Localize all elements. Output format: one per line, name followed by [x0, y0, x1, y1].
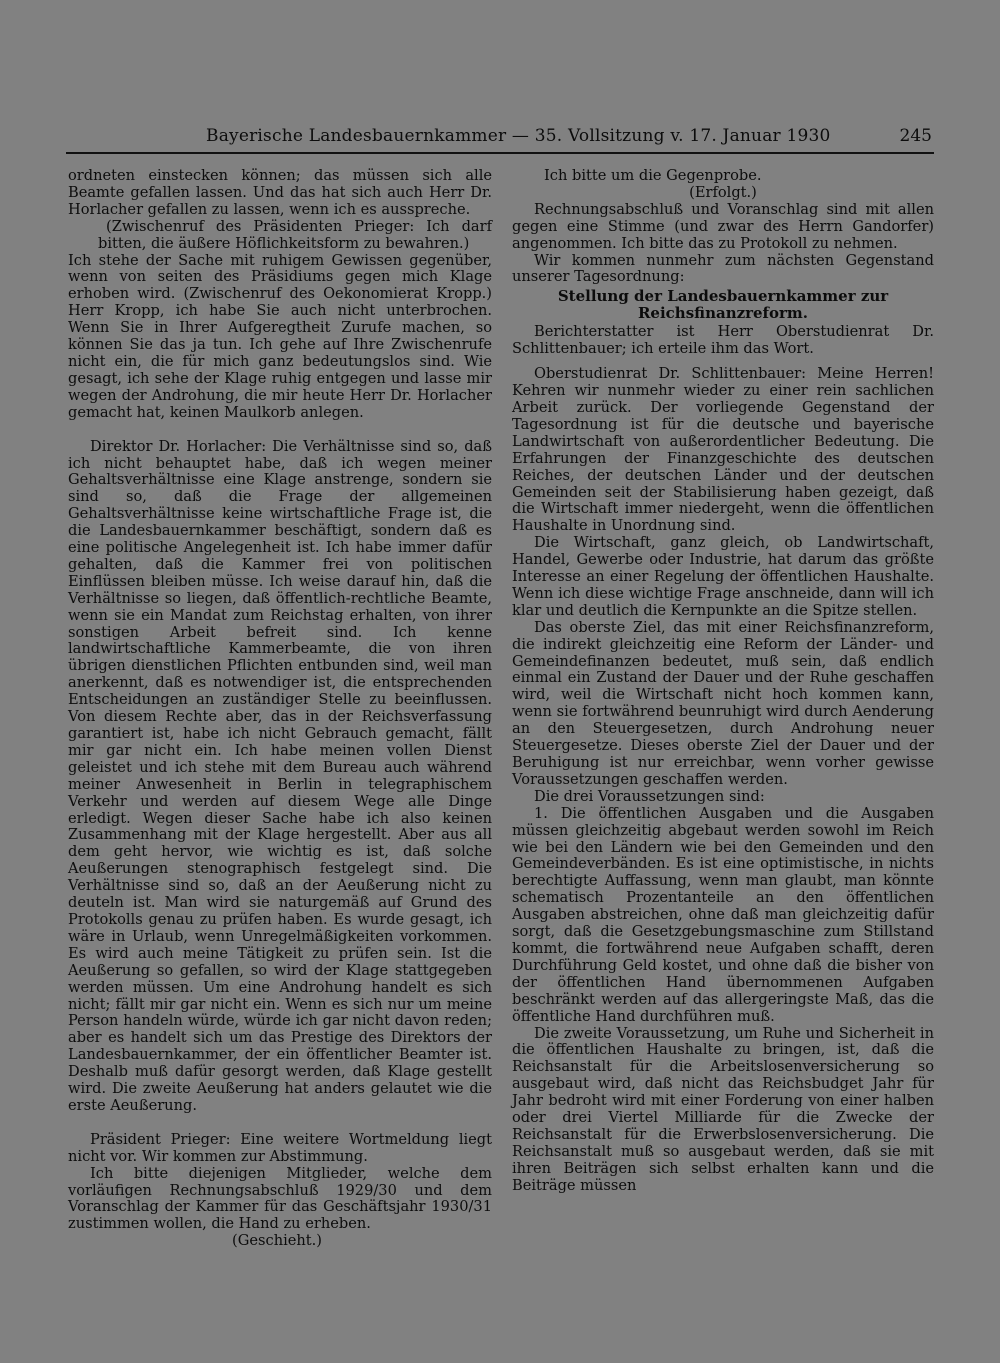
paragraph: Die zweite Voraussetzung, um Ruhe und Sicherheit in die öffentlichen Haushalte zu bringen, ist, daß die Reichsanstalt für die Arbeitslosenversicherung so ausgebaut wird, daß nicht das Reichsbudget Jahr für Jahr bedroht wird mit einer Forderung von einer halben oder drei Viertel Milliarde für die Zwecke der Reichsanstalt für die Erwerbslosenversicherung. Die Reichsanstalt muß so ausgebaut werden, daß sie mit ihren Beiträgen sich selbst erhalten kann und die Beiträge müssen	[512, 1024, 934, 1194]
paragraph: Berichterstatter ist Herr Oberstudienrat Dr. Schlittenbauer; ich erteile ihm das Wort.	[512, 323, 934, 358]
list-item: 1. Die öffentlichen Ausgaben und die Ausgaben müssen gleichzeitig abgebaut werden sowohl im Reich wie bei den Ländern wie bei den Gemeinden und den Gemeindeverbänden. Es ist eine optimistische, in nichts berechtigte Auffassung, wenn man glaubt, man könnte schematisch Prozentanteile an den öffentlichen Ausgaben abstreichen, ohne daß man gleichzeitig dafür sorgt, daß die Gesetzgebungsmaschine zum Stillstand kommt, die fortwährend neue Aufgaben schafft, deren Durchführung Geld kostet, und ohne daß die bisher von der öffentlichen Hand übernommenen Aufgaben beschränkt werden auf das allergeringste Maß, das die öffentliche Hand durchführen muß.	[512, 804, 934, 1025]
paragraph: Wir kommen nunmehr zum nächsten Gegenstand unserer Tagesordnung:	[512, 251, 934, 286]
left-column	[68, 168, 492, 1250]
interjection: (Zwischenruf des Präsidenten Prieger: Ich darf bitten, die äußere Höflichkeitsform zu bewahren.)	[98, 217, 492, 252]
right-column	[512, 168, 934, 1195]
page-header	[66, 122, 934, 154]
page-number: 245	[899, 126, 932, 146]
paragraph: Ich bitte diejenigen Mitglieder, welche dem vorläufigen Rechnungsabschluß 1929/30 und dem Voranschlag der Kammer für das Geschäftsjahr 1930/31 zustimmen wollen, die Hand zu erheben.	[68, 1164, 492, 1233]
paragraph: Rechnungsabschluß und Voranschlag sind mit allen gegen eine Stimme (und zwar des Herrn Gandorfer) angenommen. Ich bitte das zu Protokoll zu nehmen.	[512, 200, 934, 252]
section-heading: Stellung der Landesbauernkammer zur Reichsfinanzreform.	[557, 287, 889, 323]
running-title: Bayerische Landesbauernkammer — 35. Vollsitzung v. 17. Januar 1930	[206, 126, 831, 146]
speech-schlittenbauer: Oberstudienrat Dr. Schlittenbauer: Meine Herren! Kehren wir nunmehr wieder zu einer rein sachlichen Arbeit zurück. Der vorliegende Gegenstand der Tagesordnung ist für die deutsche und bayerische Landwirtschaft von außerordentlicher Bedeutung. Die Erfahrungen der Finanzgeschichte des deutschen Reiches, der deutschen Länder und der deutschen Gemeinden seit der Stabilisierung haben gezeigt, daß die Wirtschaft immer niedergeht, wenn die öffentlichen Haushalte in Unordnung sind.	[512, 365, 934, 535]
paragraph: Ich stehe der Sache mit ruhigem Gewissen gegenüber, wenn von seiten des Präsidiums gegen mich Klage erhoben wird. (Zwischenruf des Oekonomierat Kropp.) Herr Kropp, ich habe Sie auch nicht unterbrochen. Wenn Sie in Ihrer Aufgeregtheit Zurufe machen, so können Sie das ja tun. Ich gehe auf Ihre Zwischenrufe nicht ein, die für mich ganz bedeutungslos sind. Wie gesagt, ich sehe der Klage ruhig entgegen und lasse mir wegen der Androhung, die mir heute Herr Dr. Horlacher gemacht hat, keinen Maulkorb anlegen.	[68, 251, 492, 421]
paragraph: Die Wirtschaft, ganz gleich, ob Landwirtschaft, Handel, Gewerbe oder Industrie, hat darum das größte Interesse an einer Regelung der öffentlichen Haushalte. Wenn ich diese wichtige Frage anschneide, dann will ich klar und deutlich die Kernpunkte an die Spitze stellen.	[512, 534, 934, 619]
speech-horlacher: Direktor Dr. Horlacher: Die Verhältnisse sind so, daß ich nicht behauptet habe, daß ich wegen meiner Gehaltsverhältnisse eine Klage anstrenge, sondern sie sind so, daß die Frage der allgemeinen Gehaltsverhältnisse keine wirtschaftliche Frage ist, die die Landesbauernkammer beschäftigt, sondern daß es eine politische Angelegenheit ist. Ich habe immer dafür gehalten, daß die Kammer frei von politischen Einflüssen bleiben müsse. Ich weise darauf hin, daß die Verhältnisse so liegen, daß öffentlich-rechtliche Beamte, wenn sie ein Mandat zum Reichstag erhalten, von ihrer sonstigen Arbeit befreit sind. Ich kenne landwirtschaftliche Kammerbeamte, die von ihren übrigen dienstlichen Pflichten entbunden sind, weil man anerkennt, daß es notwendiger ist, die entsprechenden Entscheidungen an zuständiger Stelle zu beeinflussen. Von diesem Rechte aber, das in der Reichsverfassung garantiert ist, habe ich nicht Gebrauch gemacht, fällt mir gar nicht ein. Ich habe meinen vollen Dienst geleistet und ich stehe mit dem Bureau auch während meiner Anwesenheit in Berlin in telegraphischem Verkehr und werden auf diesem Wege alle Dinge erledigt. Wegen dieser Sache habe ich also keinen Zusammenhang mit der Klage hergestellt. Aber aus all dem geht hervor, wie wichtig es ist, daß solche Aeußerungen stenographisch festgelegt sind. Die Verhältnisse sind so, daß an der Aeußerung nicht zu deuteln ist. Man wird sie naturgemäß auf Grund des Protokolls genau zu prüfen haben. Es wurde gesagt, ich wäre in Urlaub, wenn Unregelmäßigkeiten vorkommen. Es wird auch meine Tätigkeit zu prüfen sein. Ist die Aeußerung so gefallen, so wird der Klage stattgegeben werden müssen. Um eine Androhung handelt es sich nicht; fällt mir gar nicht ein. Wenn es sich nur um meine Person handeln würde, würde ich gar nicht davon reden; aber es handelt sich um das Prestige des Direktors der Landesbauernkammer, der ein öffentlicher Beamter ist. Deshalb muß dafür gesorgt werden, daß Klage gestellt wird. Die zweite Aeußerung hat anders gelautet wie die erste Aeußerung.	[68, 437, 492, 1114]
stage-direction: (Geschieht.)	[232, 1232, 322, 1250]
paragraph: Das oberste Ziel, das mit einer Reichsfinanzreform, die indirekt gleichzeitig eine Reform der Länder- und Gemeindefinanzen bedeutet, muß sein, daß endlich einmal ein Zustand der Dauer und der Ruhe geschaffen wird, weil die Wirtschaft nicht hoch kommen kann, wenn sie fortwährend beunruhigt wird durch Aenderung an den Steuergesetzen, durch Androhung neuer Steuergesetze. Dieses oberste Ziel der Dauer und der Beruhigung ist nur erreichbar, wenn vorher gewisse Voraussetzungen geschaffen werden.	[512, 618, 934, 788]
speech-president: Präsident Prieger: Eine weitere Wortmeldung liegt nicht vor. Wir kommen zur Abstimmung.	[68, 1130, 492, 1165]
paragraph: ordneten einstecken können; das müssen sich alle Beamte gefallen lassen. Und das hat sich auch Herr Dr. Horlacher gefallen zu lassen, wenn ich es ausspreche.	[68, 167, 492, 218]
paragraph: Ich bitte um die Gegenprobe.	[544, 167, 762, 184]
paragraph: Die drei Voraussetzungen sind:	[534, 787, 765, 805]
stage-direction: (Erfolgt.)	[689, 183, 757, 201]
